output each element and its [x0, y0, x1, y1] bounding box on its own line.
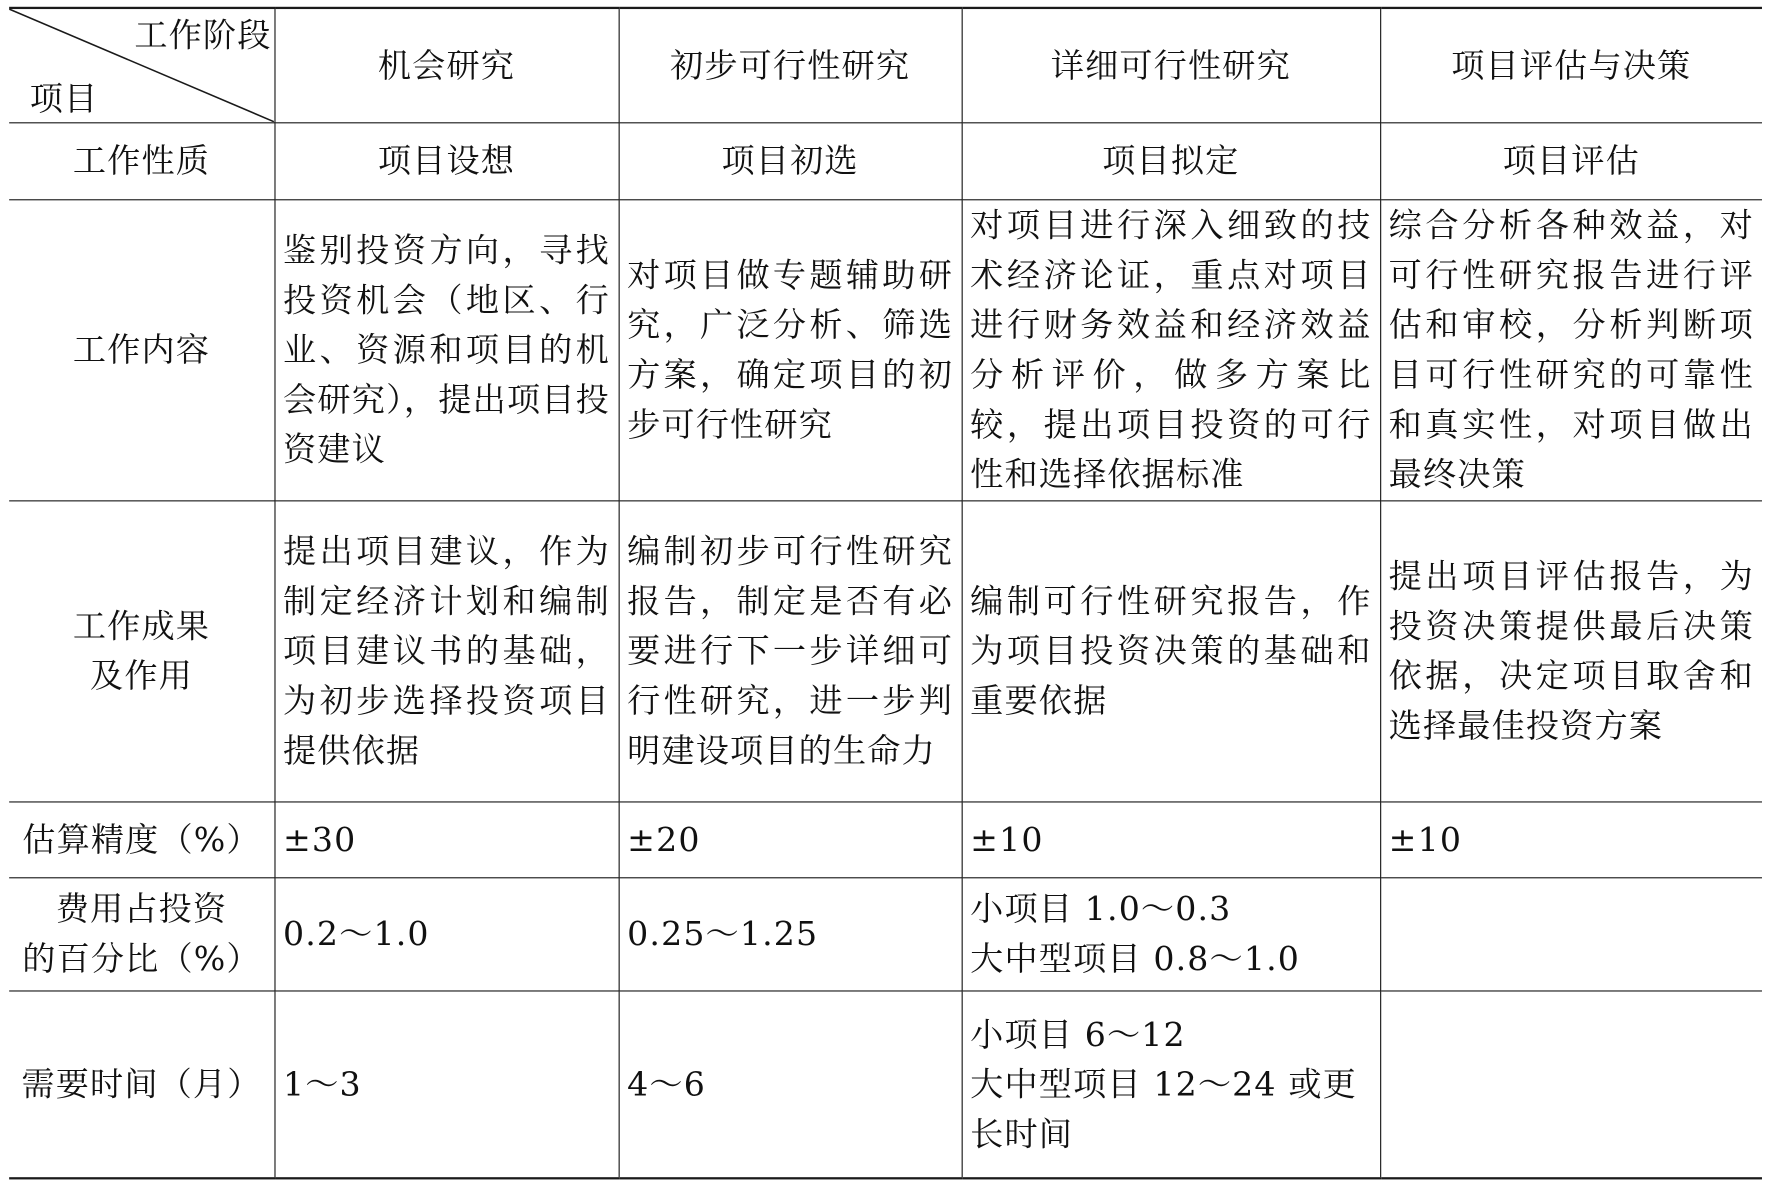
cell-content-prefeasibility: 对项目做专题辅助研究，广泛分析、筛选方案，确定项目的初步可行性研究 — [619, 199, 962, 500]
cell-cost-evaluation — [1380, 877, 1762, 990]
cell-accuracy-opportunity: ±30 — [274, 801, 618, 877]
row-label-cost-percent — [9, 877, 274, 990]
cell-nature-prefeasibility: 项目初选 — [619, 122, 962, 199]
row-label-work-content: 工作内容 — [9, 199, 274, 500]
cell-result-prefeasibility: 编制初步可行性研究报告，制定是否有必要进行下一步详细可行性研究，进一步判明建设项目的生命力 — [619, 500, 962, 801]
stage-header-evaluation-decision: 项目评估与决策 — [1380, 8, 1762, 122]
row-label-time-needed: 需要时间（月） — [9, 990, 274, 1178]
corner-header-cell — [9, 8, 274, 122]
cell-cost-detailed-large: 大中型项目 0.8～1.0 — [970, 939, 1301, 978]
cell-cost-prefeasibility: 0.25～1.25 — [619, 877, 962, 990]
corner-item-label: 项目 — [29, 78, 99, 118]
row-label-work-result — [9, 500, 274, 801]
cell-time-detailed-small: 小项目 6～12 — [970, 1015, 1186, 1054]
header-row — [9, 8, 1762, 122]
cell-content-evaluation: 综合分析各种效益，对可行性研究报告进行评估和审校，分析判断项目可行性研究的可靠性和真实性，对项目做出最终决策 — [1380, 199, 1762, 500]
cell-nature-evaluation: 项目评估 — [1380, 122, 1762, 199]
cell-accuracy-detailed: ±10 — [962, 801, 1380, 877]
cell-accuracy-prefeasibility: ±20 — [619, 801, 962, 877]
cell-time-evaluation — [1380, 990, 1762, 1178]
cell-result-detailed: 编制可行性研究报告，作为项目投资决策的基础和重要依据 — [962, 500, 1380, 801]
row-label-work-result-line2: 及作用 — [90, 656, 193, 695]
cell-time-detailed — [962, 990, 1380, 1178]
cell-result-evaluation: 提出项目评估报告，为投资决策提供最后决策依据，决定项目取舍和选择最佳投资方案 — [1380, 500, 1762, 801]
cell-accuracy-evaluation: ±10 — [1380, 801, 1762, 877]
corner-stage-label: 工作阶段 — [134, 15, 272, 55]
row-cost-percent — [9, 877, 1762, 990]
row-label-work-result-line1: 工作成果 — [72, 606, 211, 646]
row-label-estimate-accuracy: 估算精度（%） — [9, 801, 274, 877]
cell-time-detailed-large: 大中型项目 12～24 或更长时间 — [970, 1064, 1357, 1154]
stage-header-detailed-feasibility: 详细可行性研究 — [962, 8, 1380, 122]
row-label-cost-line1: 费用占投资 — [55, 889, 228, 929]
cell-cost-opportunity: 0.2～1.0 — [274, 877, 618, 990]
cell-time-opportunity: 1～3 — [274, 990, 618, 1178]
row-label-cost-line2: 的百分比（%） — [22, 939, 261, 978]
row-work-result — [9, 500, 1762, 801]
cell-nature-opportunity: 项目设想 — [274, 122, 618, 199]
cell-cost-detailed — [962, 877, 1380, 990]
row-work-nature — [9, 122, 1762, 199]
cell-content-opportunity: 鉴别投资方向，寻找投资机会（地区、行业、资源和项目的机会研究），提出项目投资建议 — [274, 199, 618, 500]
row-work-content — [9, 199, 1762, 500]
stage-header-prefeasibility: 初步可行性研究 — [619, 8, 962, 122]
row-time-needed — [9, 990, 1762, 1178]
cell-cost-detailed-small: 小项目 1.0～0.3 — [970, 889, 1232, 929]
feasibility-study-stages-table — [9, 7, 1762, 1180]
row-estimate-accuracy — [9, 801, 1762, 877]
cell-result-opportunity: 提出项目建议，作为制定经济计划和编制项目建议书的基础，为初步选择投资项目提供依据 — [274, 500, 618, 801]
cell-nature-detailed: 项目拟定 — [962, 122, 1380, 199]
stage-header-opportunity: 机会研究 — [274, 8, 618, 122]
cell-time-prefeasibility: 4～6 — [619, 990, 962, 1178]
cell-content-detailed: 对项目进行深入细致的技术经济论证，重点对项目进行财务效益和经济效益分析评价，做多方案比较，提出项目投资的可行性和选择依据标准 — [962, 199, 1380, 500]
row-label-work-nature: 工作性质 — [9, 122, 274, 199]
